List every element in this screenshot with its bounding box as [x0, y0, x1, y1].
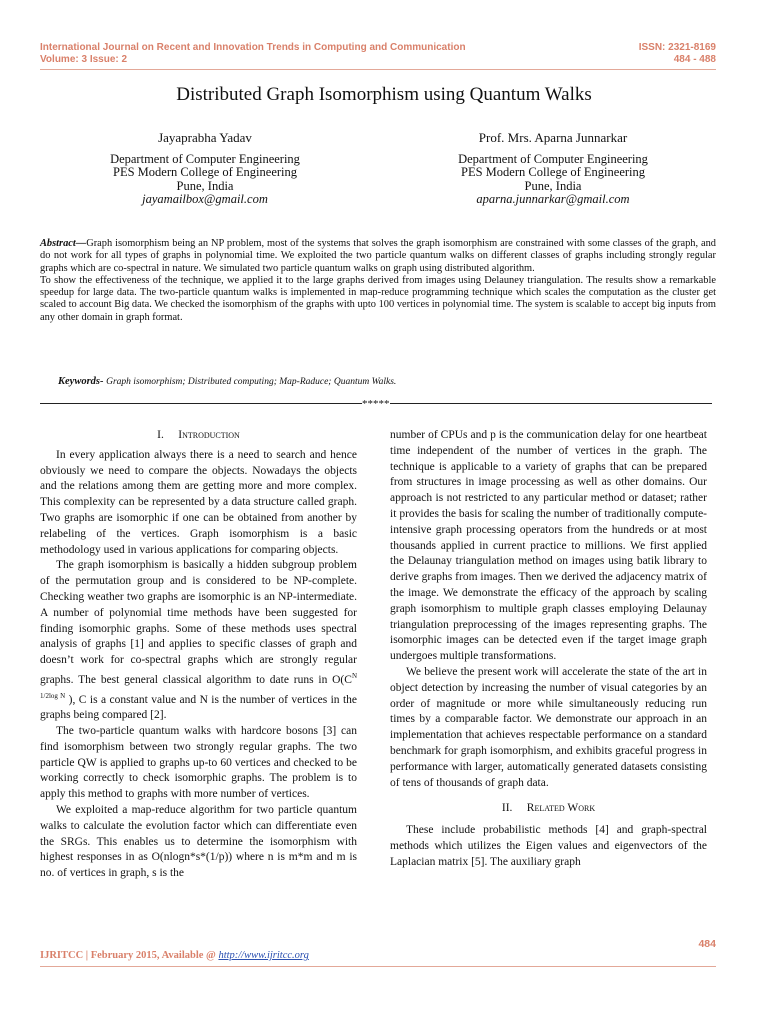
page-range: 484 - 488 [673, 54, 716, 65]
intro-paragraph-6: We believe the present work will accelerate the state of the art in object detection by increasing the number of visual categories by an order of magnitude or more while simultaneously reducing run times by a comparable factor. We demonstrate our approach in an implementation that achieves respectable performance on a standard benchmark for graph isomorphism, and exhibits graceful progress in performance with larger, automatically generated datasets consisting of tens of thousands of graph data. [390, 665, 707, 789]
author-block-2 [440, 131, 666, 207]
intro-paragraph-2-text: The graph isomorphism is basically a hidden subgroup problem of the permutation group and is considered to be NP-complete. Checking weather two graphs are isomorphic is an NP-intermediate. A number of polynomial time methods have been suggested for finding isomorphic graphs. Some of these methods uses spectral analysis of graphs [1] and applies to specific classes of graph and doesn’t work for co-spectral graphs which are strongly regular graphs. The best general classical algorithm to date runs in O(C [40, 559, 357, 686]
header-rule [40, 69, 716, 70]
separator-stars: ***** [362, 398, 390, 410]
journal-name: International Journal on Recent and Innovation Trends in Computing and Communication [40, 42, 466, 53]
page-number: 484 [698, 938, 716, 950]
left-column [40, 428, 357, 882]
section-title: Related Work [526, 802, 596, 815]
paper-title: Distributed Graph Isomorphism using Quantum Walks [176, 84, 592, 105]
section-title: Introduction [178, 429, 240, 441]
author-name: Prof. Mrs. Aparna Junnarkar [478, 130, 628, 145]
intro-paragraph-2 [40, 558, 357, 724]
abstract [40, 238, 716, 324]
section-number: II. [501, 802, 513, 815]
section-number: I. [157, 429, 164, 441]
abstract-text-2: To show the effectiveness of the technique, we applied it to the large graphs derived from images using Delauney triangulation. The results show a remarkable speedup for large data. The two-particle quantum walks is implemented in map-reduce programming technique which scales the computation as the cluster get scaled to account Big data. We checked the isomorphism of the graphs with upto 100 vertices in polynomial time. The system is scalable to accept big inputs from any other domain in graph format. [40, 274, 716, 323]
keywords-text: Graph isomorphism; Distributed computing; Map-Raduce; Quantum Walks. [106, 377, 397, 387]
author-name: Jayaprabha Yadav [158, 130, 252, 145]
intro-paragraph-3: The two-particle quantum walks with hardcore bosons [3] can find isomorphism between two strongly regular graphs. The two particle QW is applied to graphs up-to 60 vertices and checked to be working correctly to check isomorphic graphs. The problem is to apply this method to graphs with more number of vertices. [40, 725, 357, 801]
footer [40, 950, 309, 961]
abstract-label: Abstract— [40, 238, 87, 249]
author-college: PES Modern College of Engineering [113, 165, 297, 179]
author-email: aparna.junnarkar@gmail.com [476, 192, 630, 206]
footer-text: IJRITCC | February 2015, Available @ [40, 950, 219, 961]
author-city: Pune, India [176, 178, 234, 193]
intro-paragraph-2-tail: ), C is a constant value and N is the number of vertices in the graphs being compared [2]. [40, 693, 358, 722]
intro-paragraph-4: We exploited a map-reduce algorithm for two particle quantum walks to calculate the evolution factor which can differentiate even the SRGs. This enables us to determine the isomorphism with highest responses in as O(nlogn*s*(1/p)) where n is m*m and m is no. of vertices in graph, s is the [40, 803, 357, 880]
issn: ISSN: 2321-8169 [638, 42, 716, 53]
section-heading-introduction [40, 428, 357, 444]
intro-paragraph-1: In every application always there is a need to search and hence obviously we need to compare the objects. Nowadays the objects and the relations among them are getting more and more complex. This complexity can be represented by a data structure called graph. Two graphs are isomorphic if one can be obtained from another by relabeling of the vertices. Graph isomorphism is a basic methodology used in various applications for comparing objects. [40, 448, 357, 556]
section-separator [40, 398, 716, 410]
author-city: Pune, India [524, 178, 582, 193]
author-block-1 [100, 131, 310, 207]
volume-issue: Volume: 3 Issue: 2 [40, 54, 128, 65]
journal-link[interactable]: http://www.ijritcc.org [218, 950, 309, 961]
section-heading-related-work [390, 801, 707, 817]
author-college: PES Modern College of Engineering [461, 165, 645, 179]
author-email: jayamailbox@gmail.com [142, 192, 268, 206]
abstract-text-1: Graph isomorphism being an NP problem, most of the systems that solves the graph isomorphism are constrained with some classes of the graph, and do not work for all types of graphs in polynomial time. We exploited the two particle quantum walks on different classes of graphs including strongly regular graphs which are co-spectral in nature. We simulated two particle quantum walks on graph using distributed algorithm. [40, 238, 716, 274]
footer-rule [40, 966, 716, 967]
intro-paragraph-5: number of CPUs and p is the communication delay for one heartbeat time independent of the number of vertices in the graph. The technique is applicable to a variety of graphs that can be prepared from structures in image processing as well as other domains. Our approach is not restricted to any particular method or dataset; rather it provides the basis for scaling the number of traditionally compute-intensive graph processing operators from the hundreds or at most thousands applied in current practice to millions. We first applied the Delaunay triangulation method on images using batik library to derive graphs from images. Then we derived the adjacency matrix of the image. We demonstrate the efficacy of the approach by scaling graph isomorphism to multiple graph classes employing Delaunay triangulation preprocessing of the images representing graphs. The isomorphic images can be detected even if the target image graph undergoes multiple transformations. [390, 429, 707, 663]
complexity-exponent: N 1/2log N [40, 671, 357, 700]
keywords-label: Keywords- [58, 376, 104, 387]
related-paragraph-1: These include probabilistic methods [4] and graph-spectral methods which utilizes the Eigen values and eigenvectors of the Laplacian matrix [5]. The auxiliary graph [390, 824, 707, 868]
keywords [58, 376, 396, 387]
author-dept: Department of Computer Engineering [110, 151, 300, 166]
right-column [390, 428, 707, 871]
author-dept: Department of Computer Engineering [458, 151, 648, 166]
